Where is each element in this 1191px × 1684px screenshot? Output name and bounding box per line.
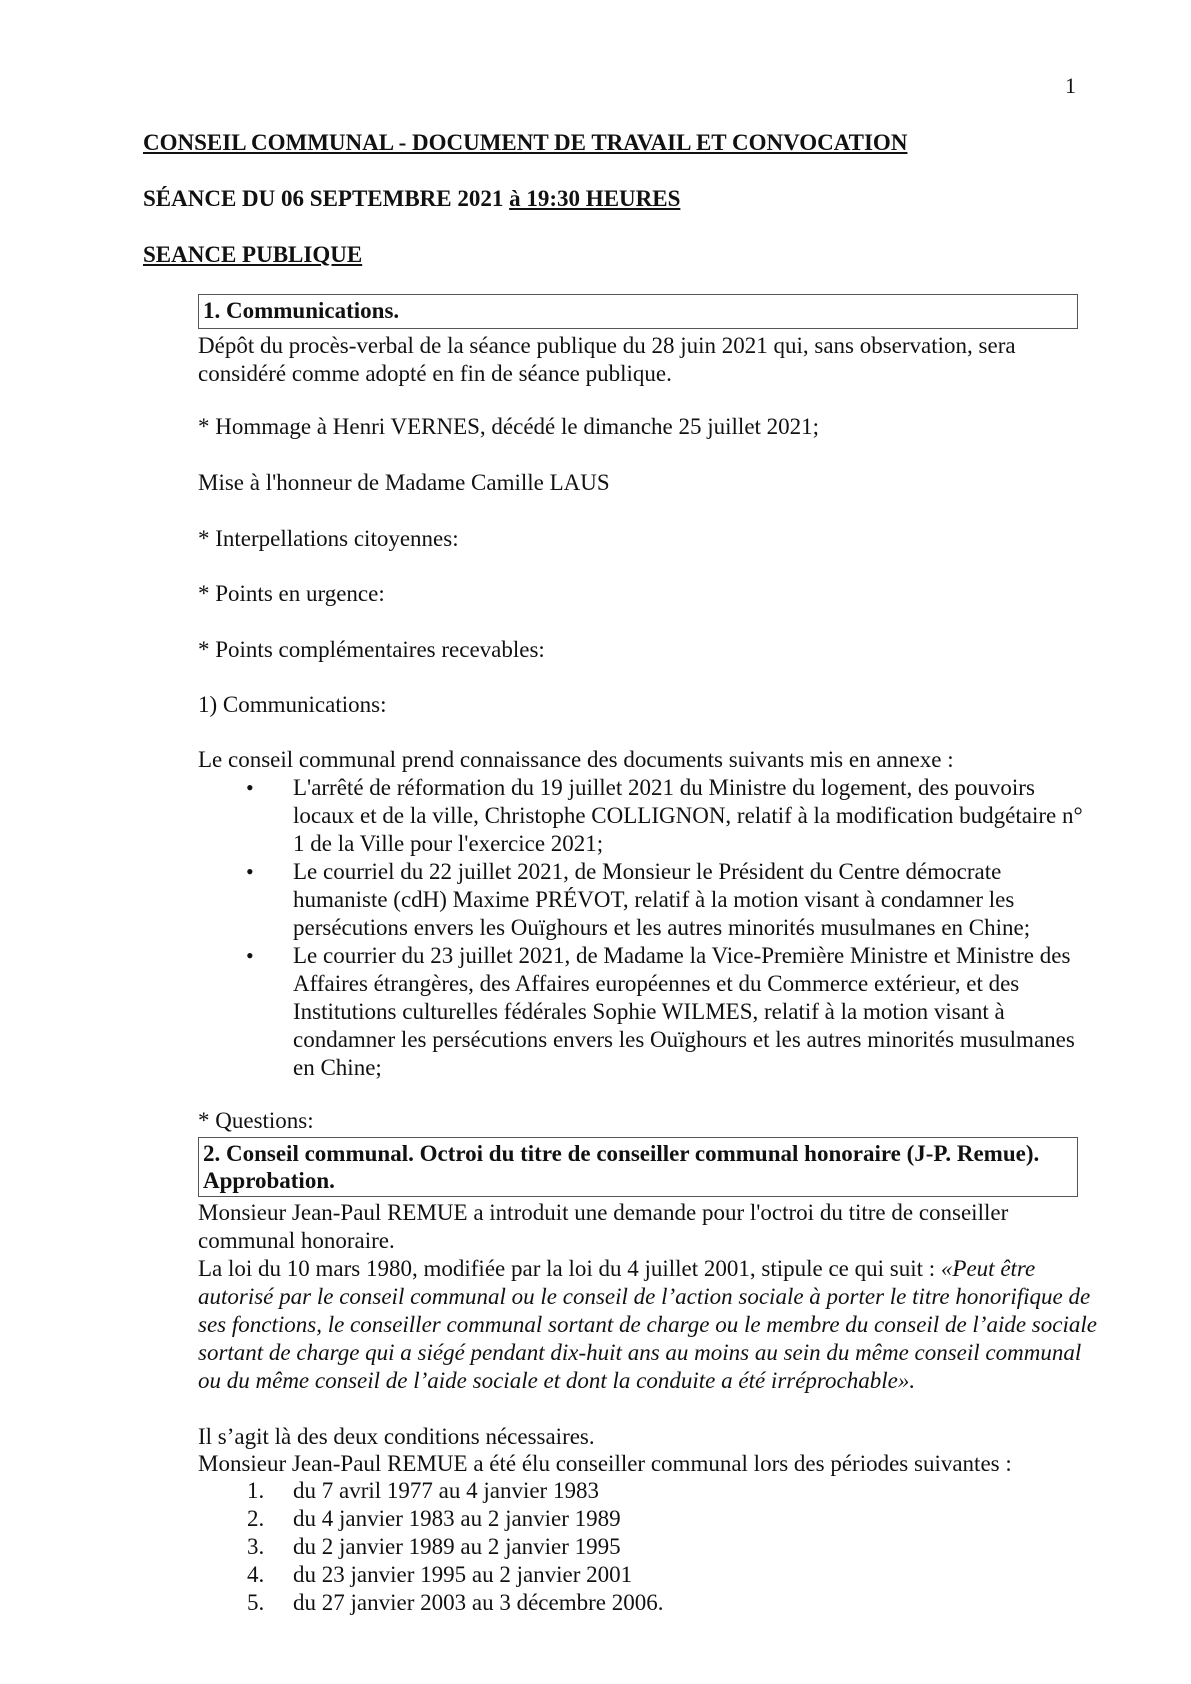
annex-list [198,774,1098,1082]
list-item [198,858,1098,942]
list-item [198,1477,1098,1505]
session-date-prefix: SÉANCE DU 06 SEPTEMBRE 2021 [143,186,510,211]
item-1-hommage: * Hommage à Henri VERNES, décédé le dimanche 25 juillet 2021; [198,414,820,439]
item-2-title: 2. Conseil communal. Octroi du titre de conseiller communal honoraire (J-P. Remue). Approbation. [198,1137,1078,1197]
page-number: 1 [1065,73,1076,98]
item-2-law [198,1255,1098,1395]
list-item-text: du 27 janvier 2003 au 3 décembre 2006. [293,1590,664,1615]
item-1-communications: 1) Communications: [198,692,387,717]
list-number: 1. [247,1478,265,1503]
item-1-interpellations: * Interpellations citoyennes: [198,526,459,551]
list-item [198,774,1098,858]
item-1-complementaires: * Points complémentaires recevables: [198,637,545,662]
item-1-annex-intro: Le conseil communal prend connaissance des documents suivants mis en annexe : [198,747,954,772]
list-item-text: Le courrier du 23 juillet 2021, de Madame la Vice-Première Ministre et Ministre des Affaires étrangères, des Affaires européennes et du Commerce extérieur, et des Institutions culturelles fédérales Sophie WILMES, relatif à la motion visant à condamner les persécutions envers les Ouïghours et les autres minorités musulmanes en Chine; [293,943,1075,1080]
item-2-law-quote: autorisé par le conseil communal ou le conseil de l’action sociale à porter le titre honorifique de ses fonctions, le conseiller communal sortant de charge ou le membre du conseil de l’aide sociale sortant de charge qui a siégé pendant dix-huit ans au moins au sein du même conseil communal ou du même conseil de l’aide sociale et dont la conduite a été irréprochable». [198,1284,1097,1393]
list-item-text: L'arrêté de réformation du 19 juillet 2021 du Ministre du logement, des pouvoirs locaux et de la ville, Christophe COLLIGNON, relatif à la modification budgétaire n° 1 de la Ville pour l'exercice 2021; [293,775,1083,856]
bullet-icon: • [246,943,254,968]
document-title: CONSEIL COMMUNAL - DOCUMENT DE TRAVAIL ET CONVOCATION [143,130,908,155]
list-item [198,1589,1098,1617]
list-item-text: du 7 avril 1977 au 4 janvier 1983 [293,1478,599,1503]
list-item [198,1561,1098,1589]
item-2-elected: Monsieur Jean-Paul REMUE a été élu conseiller communal lors des périodes suivantes : [198,1451,1012,1476]
item-1-title: 1. Communications. [198,294,1078,329]
periods-list [198,1477,1098,1617]
item-1-deposit: Dépôt du procès-verbal de la séance publique du 28 juin 2021 qui, sans observation, sera considéré comme adopté en fin de séance publique. [198,333,1016,386]
session-time: à 19:30 HEURES [509,186,681,211]
bullet-icon: • [246,859,254,884]
list-item-text: du 2 janvier 1989 au 2 janvier 1995 [293,1534,621,1559]
item-1-urgence: * Points en urgence: [198,581,385,606]
list-number: 5. [247,1590,265,1615]
list-number: 4. [247,1562,265,1587]
item-2-conditions: Il s’agit là des deux conditions nécessaires. [198,1424,595,1449]
session-date [143,185,680,213]
list-item-text: Le courriel du 22 juillet 2021, de Monsieur le Président du Centre démocrate humaniste (cdH) Maxime PRÉVOT, relatif à la motion visant à condamner les persécutions envers les Ouïghours et les autres minorités musulmanes en Chine; [293,859,1031,940]
list-number: 3. [247,1534,265,1559]
list-number: 2. [247,1506,265,1531]
item-2-law-intro: La loi du 10 mars 1980, modifiée par la loi du 4 juillet 2001, stipule ce qui suit : [198,1256,941,1281]
list-item-text: du 23 janvier 1995 au 2 janvier 2001 [293,1562,633,1587]
list-item [198,1505,1098,1533]
list-item [198,942,1098,1082]
item-2-request: Monsieur Jean-Paul REMUE a introduit une demande pour l'octroi du titre de conseiller communal honoraire. [198,1200,1009,1253]
public-session-heading: SEANCE PUBLIQUE [143,242,363,267]
bullet-icon: • [246,775,254,800]
item-1-questions: * Questions: [198,1108,314,1133]
list-item [198,1533,1098,1561]
item-1-honneur: Mise à l'honneur de Madame Camille LAUS [198,470,610,495]
list-item-text: du 4 janvier 1983 au 2 janvier 1989 [293,1506,621,1531]
item-2-law-quote-start: «Peut être [940,1256,1036,1281]
